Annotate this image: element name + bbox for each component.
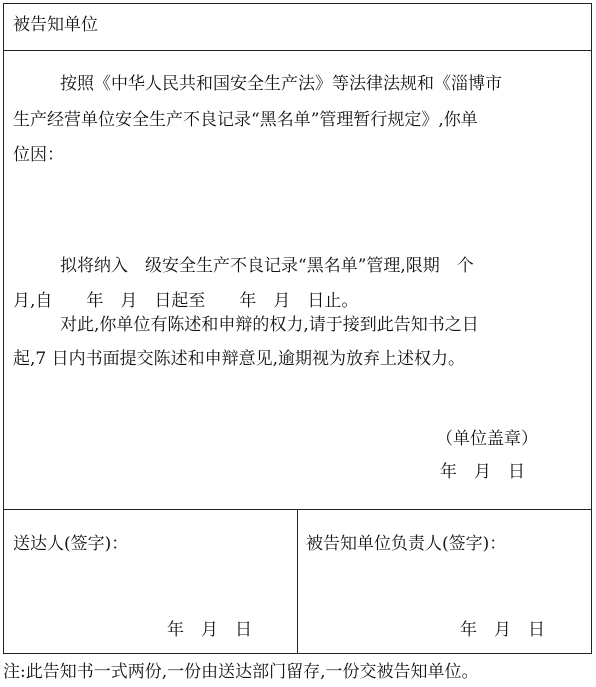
courier-signature-label: 送达人(签字)： xyxy=(13,534,129,554)
recipient-signature-label: 被告知单位负责人(签字)： xyxy=(306,534,507,554)
notice-form xyxy=(3,3,592,654)
para3-line1: 对此,你单位有陈述和申辩的权力,请于接到此告知书之日 xyxy=(60,315,479,335)
para2-line2: 月,自 年 月 日起至 年 月 日止。 xyxy=(13,291,359,311)
header-divider xyxy=(4,50,591,51)
para1-line2: 生产经营单位安全生产不良记录“黑名单”管理暂行规定》,你单 xyxy=(13,110,478,130)
footer-column-divider xyxy=(297,509,298,653)
footnote: 注:此告知书一式两份,一份由送达部门留存,一份交被告知单位。 xyxy=(3,662,479,682)
seal-date: 年 月 日 xyxy=(440,462,525,482)
para1-line3: 位因： xyxy=(13,145,64,165)
recipient-signature-date: 年 月 日 xyxy=(460,620,545,640)
para3-line2: 起,7 日内书面提交陈述和申辩意见,逾期视为放弃上述权力。 xyxy=(13,349,466,369)
header-title: 被告知单位 xyxy=(13,15,98,35)
seal-label: （单位盖章） xyxy=(436,429,538,449)
courier-signature-date: 年 月 日 xyxy=(167,620,252,640)
para2-line1: 拟将纳入 级安全生产不良记录“黑名单”管理,限期 个 xyxy=(60,256,474,276)
para1-line1: 按照《中华人民共和国安全生产法》等法律法规和《淄博市 xyxy=(60,74,502,94)
